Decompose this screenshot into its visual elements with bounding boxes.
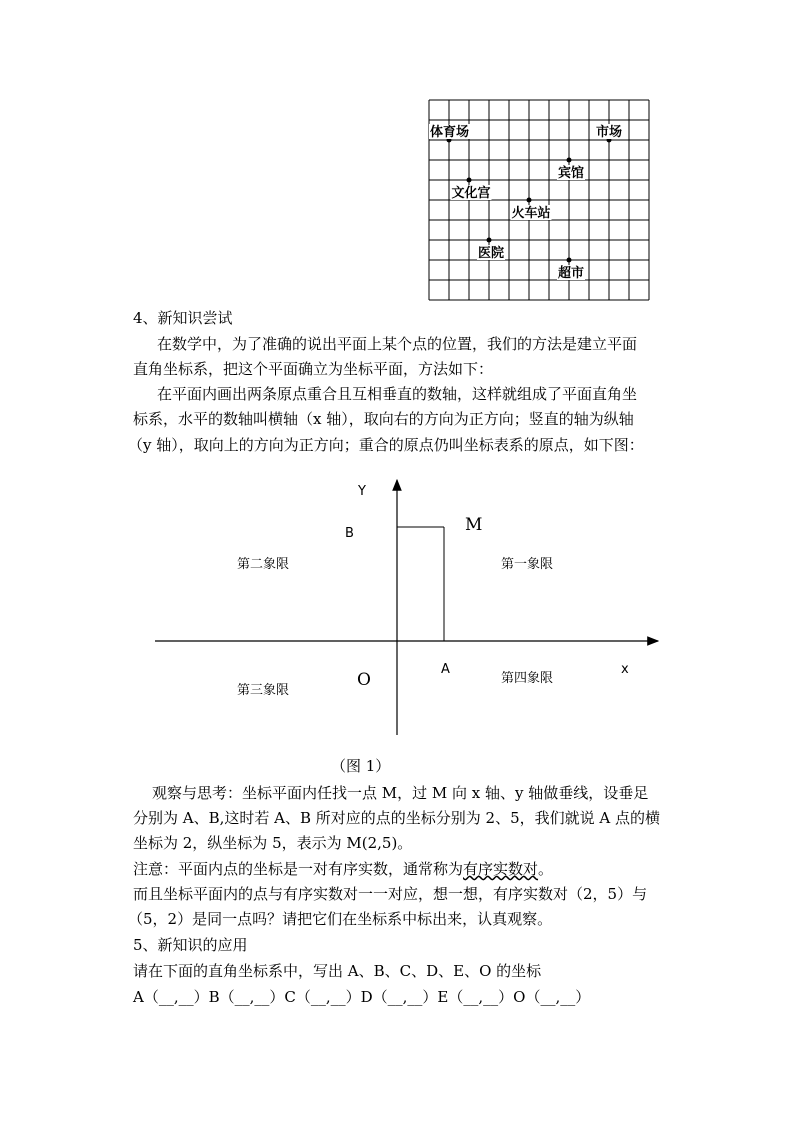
map-place-label: 医院 — [478, 246, 505, 261]
quadrant-2-label: 第二象限 — [237, 557, 290, 572]
section4-paragraph2-line1: 在平面内画出两条原点重合且互相垂直的数轴，这样就组成了平面直角坐 — [157, 385, 638, 403]
map-point — [527, 198, 532, 203]
map-place-label: 文化宫 — [451, 186, 491, 201]
observe-line5: 而且坐标平面内的点与有序实数对一一对应，想一想，有序实数对（2，5）与 — [133, 885, 648, 903]
map-places — [429, 124, 623, 281]
map-place-label: 市场 — [596, 125, 623, 140]
quadrant-3-label: 第三象限 — [237, 683, 290, 698]
observe-line6: （5，2）是同一点吗？请把它们在坐标系中标出来，认真观察。 — [128, 910, 553, 928]
section5-heading: 5、新知识的应用 — [133, 936, 248, 954]
section4-paragraph1-line1: 在数学中，为了准确的说出平面上某个点的位置，我们的方法是建立平面 — [157, 335, 638, 353]
section4-paragraph2-line2: 标系，水平的数轴叫横轴（x 轴），取向右的方向为正方向；竖直的轴为纵轴 — [133, 410, 634, 428]
note-term: 有序实数对 — [463, 860, 539, 878]
map-point — [567, 158, 572, 163]
coordinate-blanks: A（__,__）B（__,__）C（__,__）D（__,__）E（__,__）O（__,__） — [133, 988, 591, 1006]
observe-line3: 坐标为 2，纵坐标为 5，表示为 M(2,5)。 — [133, 834, 413, 852]
point-a-label: A — [441, 662, 450, 677]
note-suffix: 。 — [538, 860, 554, 878]
map-point — [467, 178, 472, 183]
note-prefix: 注意：平面内点的坐标是一对有序实数，通常称为 — [133, 860, 464, 878]
map-place-label: 超市 — [558, 266, 585, 281]
observe-line1: 观察与思考：坐标平面内任找一点 M，过 M 向 x 轴、y 轴做垂线，设垂足 — [152, 784, 649, 802]
y-axis-label: Y — [358, 484, 366, 499]
map-grid — [420, 95, 660, 305]
map-place-label: 宾馆 — [558, 166, 585, 181]
point-b-label: B — [345, 526, 354, 541]
note-line — [133, 856, 553, 882]
x-axis-label: x — [621, 662, 629, 677]
map-place-label: 火车站 — [511, 206, 551, 221]
section4-heading: 4、新知识尝试 — [133, 309, 233, 327]
quadrant-1-label: 第一象限 — [501, 557, 554, 572]
map-point — [567, 258, 572, 263]
coordinate-figure — [0, 470, 794, 750]
point-m-label: M — [465, 515, 483, 535]
section5-instruction: 请在下面的直角坐标系中，写出 A、B、C、D、E、O 的坐标 — [133, 962, 542, 980]
map-place-label: 体育场 — [430, 125, 470, 140]
observe-line2: 分别为 A、B,这时若 A、B 所对应的点的坐标分别为 2、5，我们就说 A 点的横 — [133, 809, 661, 827]
section4-paragraph2-line3: （y 轴），取向上的方向为正方向；重合的原点仍叫坐标表系的原点，如下图： — [128, 436, 644, 454]
quadrant-4-label: 第四象限 — [501, 671, 554, 686]
origin-label: O — [357, 670, 371, 690]
section4-paragraph1-line2: 直角坐标系，把这个平面确立为坐标平面，方法如下： — [133, 360, 494, 378]
map-point — [487, 238, 492, 243]
figure1-caption: （图 1） — [331, 757, 391, 775]
